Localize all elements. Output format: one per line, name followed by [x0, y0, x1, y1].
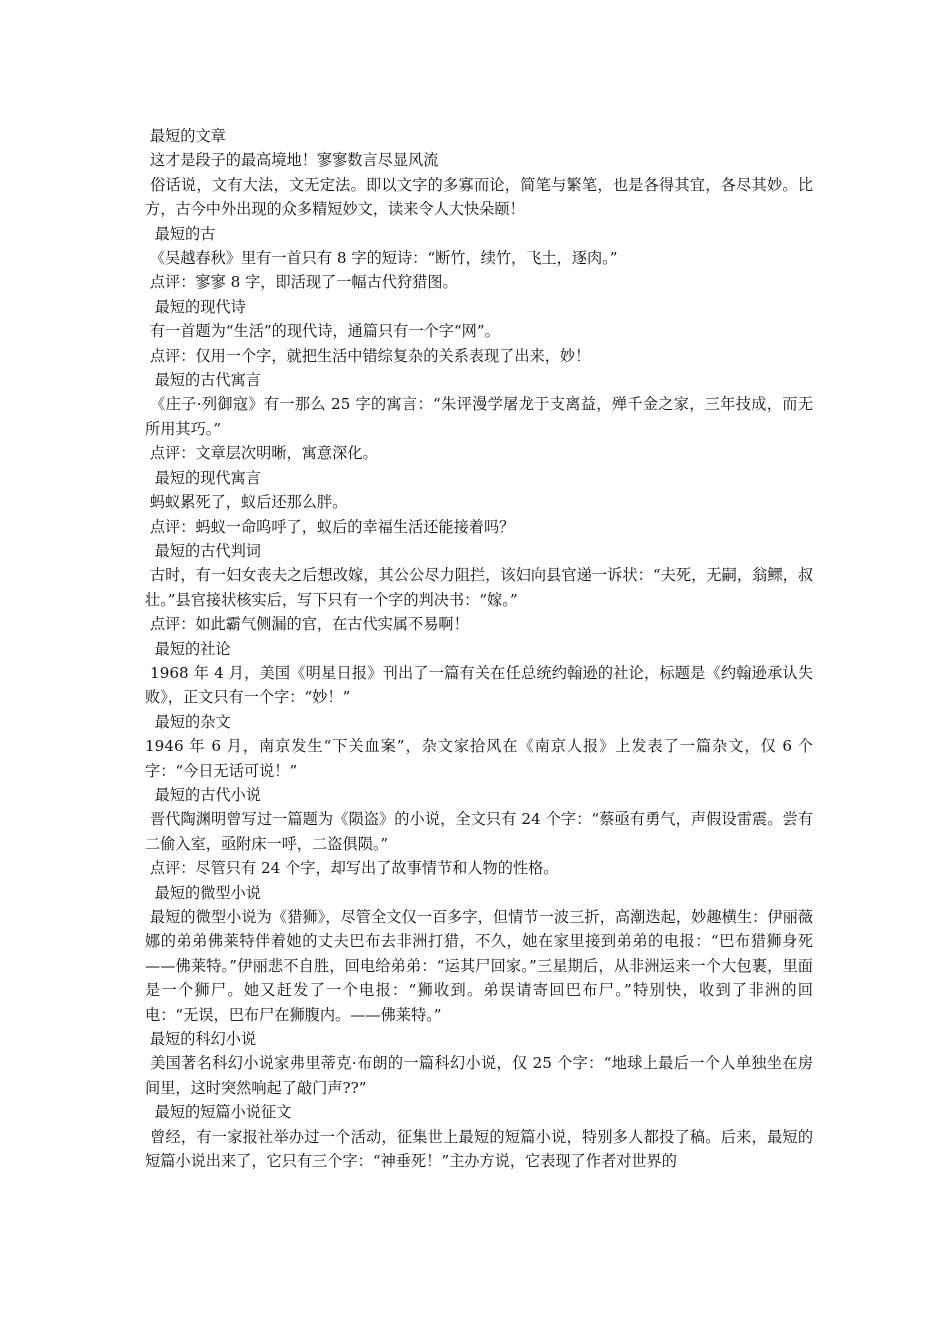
- paragraph-short-story-contest: 曾经，有一家报社举办过一个活动，征集世上最短的短篇小说，特别多人都投了稿。后来，最短的短篇小说出来了，它只有三个字：“神垂死！”主办方说，它表现了作者对世界的: [145, 1127, 814, 1171]
- paragraph-editorial: 1968 年 4 月，美国《明星日报》刊出了一篇有关在任总统约翰逊的社论，标题是《约翰逊承认失败》，正文只有一个字：“妙！”: [145, 663, 814, 707]
- heading-shortest-editorial: 最短的社论: [145, 639, 231, 658]
- heading-shortest-modern-poem: 最短的现代诗: [145, 297, 246, 316]
- paragraph-sci-fi: 美国著名科幻小说家弗里蒂克·布朗的一篇科幻小说，仅 25 个字：“地球上最后一个人单独坐在房间里，这时突然响起了敲门声??”: [145, 1054, 814, 1097]
- paragraph-ancient-novel: 晋代陶渊明曾写过一篇题为《陨盗》的小说，全文只有 24 个字：“蔡亟有勇气，声假设雷震。尝有二偷入室，亟附床一呼，二盗俱陨。”: [145, 810, 814, 853]
- comment-modern-poem: 点评：仅用一个字，就把生活中错综复杂的关系表现了出来，妙！: [145, 346, 591, 365]
- paragraph-intro: 俗话说，文有大法，文无定法。即以文字的多寡而论，简笔与繁笔，也是各得其宜，各尽其妙。比方，古今中外出现的众多精短妙文，读来令人大快朵颐！: [145, 175, 814, 219]
- document-body: [145, 124, 813, 1173]
- heading-shortest-micro-fiction: 最短的微型小说: [145, 883, 261, 902]
- comment-ancient-novel: 点评：尽管只有 24 个字，却写出了故事情节和人物的性格。: [145, 859, 559, 878]
- heading-shortest-ancient-fable: 最短的古代寓言: [145, 371, 261, 390]
- paragraph-micro-fiction: 最短的微型小说为《猎狮》，尽管全文仅一百多字，但情节一波三折，高潮迭起，妙趣横生：伊丽薇娜的弟弟佛莱特伴着她的丈夫巴布去非洲打猎，不久，她在家里接到弟弟的电报：“巴布猎狮身死——佛莱特。”伊丽悲不自胜，回电给弟弟：“运其尸回家。”三星期后，从非洲运来一个大包裹，里面是一个狮尸。她又赶发了一个电报：“狮收到。弟误请寄回巴布尸。”特别快，收到了非洲的回电：“无误，巴布尸在狮腹内。——佛莱特。”: [145, 908, 813, 1024]
- paragraph-subtitle: 这才是段子的最高境地！寥寥数言尽显风流: [145, 151, 439, 170]
- paragraph-title: 最短的文章: [145, 127, 226, 145]
- heading-shortest-ancient-verdict: 最短的古代判词: [145, 541, 261, 560]
- comment-modern-fable: 点评：蚂蚁一命呜呼了，蚁后的幸福生活还能接着吗？: [145, 517, 515, 536]
- heading-shortest-ancient-novel: 最短的古代小说: [145, 785, 261, 804]
- comment-ancient-fable: 点评：文章层次明晰，寓意深化。: [145, 444, 378, 463]
- heading-shortest-modern-fable: 最短的现代寓言: [145, 468, 261, 487]
- heading-shortest-essay: 最短的杂文: [145, 712, 231, 731]
- paragraph-modern-poem: 有一首题为“生活”的现代诗，通篇只有一个字“网”。: [145, 322, 500, 341]
- comment-ancient-verdict: 点评：如此霸气侧漏的官，在古代实属不易啊！: [145, 615, 469, 634]
- heading-shortest-ancient-poem: 最短的古: [145, 224, 216, 243]
- paragraph-modern-fable: 蚂蚁累死了，蚁后还那么胖。: [145, 493, 348, 512]
- heading-shortest-sci-fi: 最短的科幻小说: [145, 1030, 257, 1049]
- paragraph-ancient-verdict: 古时，有一妇女丧夫之后想改嫁，其公公尽力阻拦，该妇向县官递一诉状：“夫死，无嗣，翁鳏，叔壮。”县官接状核实后，写下只有一个字的判决书：“嫁。”: [145, 566, 814, 609]
- paragraph-ancient-poem: 《吴越春秋》里有一首只有 8 字的短诗：“断竹，续竹，飞土，逐肉。”: [145, 249, 618, 268]
- paragraph-essay: 1946 年 6 月，南京发生“下关血案”，杂文家拾风在《南京人报》上发表了一篇杂文，仅 6 个字：“今日无话可说！”: [145, 737, 813, 780]
- heading-shortest-short-story-contest: 最短的短篇小说征文: [145, 1103, 292, 1122]
- paragraph-ancient-fable: 《庄子·列御寇》有一那么 25 字的寓言：“朱评漫学屠龙于支离益，殚千金之家，三年技成，而无所用其巧。”: [145, 395, 814, 438]
- comment-ancient-poem: 点评：寥寥 8 字，即活现了一幅古代狩猎图。: [145, 273, 458, 292]
